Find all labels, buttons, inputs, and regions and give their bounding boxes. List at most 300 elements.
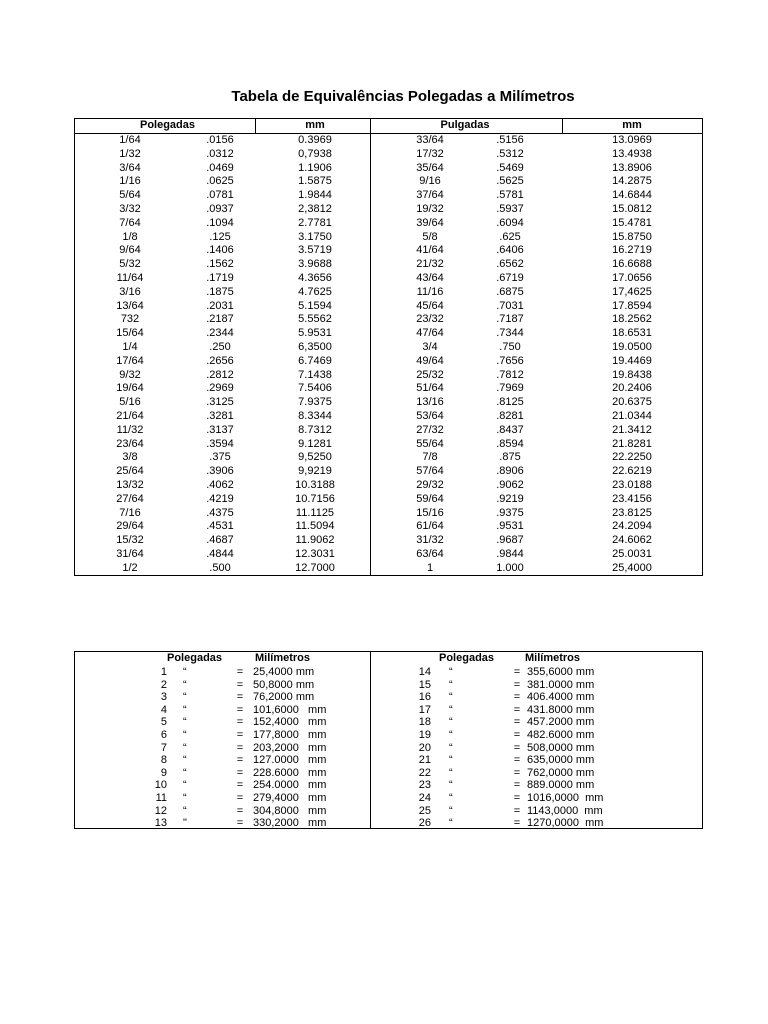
inch-mark-cell: “	[449, 703, 453, 716]
decimal-cell: .4844	[206, 548, 234, 560]
decimal-cell: .125	[209, 230, 231, 243]
inch-fraction-conversion-table	[74, 118, 703, 576]
inch-count-cell: 14	[418, 666, 431, 678]
header-polegadas: Polegadas	[139, 119, 196, 131]
millimeter-cell: 431.8000 mm	[527, 703, 595, 716]
table-row	[75, 716, 702, 729]
millimeter-cell: 457.2000 mm	[527, 716, 595, 729]
fraction-cell: 5/16	[119, 396, 141, 409]
mm-cell: 21.8281	[612, 437, 652, 450]
fraction-cell: 15/16	[416, 506, 444, 519]
fraction-cell: 61/64	[416, 520, 444, 533]
mm-cell: 5.1594	[298, 299, 332, 312]
fraction-cell: 43/64	[416, 272, 444, 284]
fraction-cell: 47/64	[416, 327, 444, 340]
mm-cell: 9,5250	[298, 451, 332, 464]
equals-cell: =	[513, 766, 521, 779]
mm-cell: 6.7469	[298, 354, 332, 367]
mm-cell: 10.7156	[295, 492, 335, 505]
fraction-cell: 25/64	[116, 465, 144, 478]
table-row	[75, 148, 702, 162]
mm-cell: 13.4938	[612, 147, 652, 160]
table-row	[75, 382, 702, 396]
inch-mark-cell: “	[183, 729, 187, 741]
inch-count-cell: 12	[154, 804, 167, 817]
table-row	[75, 369, 702, 383]
mm-cell: 9,9219	[298, 465, 332, 478]
fraction-cell: 1/4	[122, 341, 138, 353]
fraction-cell: 11/32	[116, 423, 144, 436]
inch-count-cell: 11	[155, 792, 167, 804]
millimeter-cell: 152,4000 mm	[253, 716, 327, 729]
inch-mark-cell: "	[183, 817, 187, 830]
page-title: Tabela de Equivalências Polegadas a Milímetros	[231, 88, 575, 105]
decimal-cell: .5312	[496, 147, 524, 160]
millimeter-cell: 355,6000 mm	[527, 666, 595, 678]
equals-cell: =	[236, 754, 244, 767]
decimal-cell: .1719	[206, 272, 234, 284]
table-row	[75, 217, 702, 231]
mm-cell: 24.6062	[612, 534, 652, 547]
mm-cell: 24.2094	[612, 520, 652, 533]
table-row	[75, 134, 702, 148]
mm-cell: 19.8438	[612, 368, 652, 381]
mm-cell: 0.3969	[298, 134, 332, 146]
inch-mark-cell: “	[449, 741, 453, 754]
decimal-cell: .5469	[496, 161, 524, 174]
header-divider	[562, 119, 563, 133]
mm-cell: 25,4000	[612, 561, 652, 574]
millimeter-cell: 304,8000 mm	[253, 804, 327, 817]
inch-mark-cell: “	[183, 766, 187, 779]
table-header-row	[75, 119, 702, 134]
inch-count-cell: 13	[154, 817, 167, 830]
equals-cell: =	[236, 779, 244, 792]
millimeter-cell: 508,0000 mm	[527, 741, 595, 754]
mm-cell: 20.6375	[612, 396, 652, 409]
mm-cell: 17.0656	[612, 272, 652, 284]
mm-cell: 5.9531	[298, 327, 332, 340]
decimal-cell: .8281	[496, 410, 524, 422]
mm-cell: 16.2719	[612, 244, 652, 257]
decimal-cell: .4375	[206, 506, 234, 519]
mm-cell: 8.3344	[298, 410, 332, 422]
millimeter-cell: 101,6000 mm	[253, 703, 327, 716]
fraction-cell: 63/64	[416, 548, 444, 560]
inch-count-cell: 18	[418, 716, 431, 729]
millimeter-cell: 254.0000 mm	[253, 779, 327, 792]
decimal-cell: .1562	[206, 258, 234, 271]
fraction-cell: 31/32	[416, 534, 444, 547]
mm-cell: 2,3812	[298, 203, 332, 215]
decimal-cell: .3137	[206, 423, 234, 436]
mm-cell: 1.5875	[298, 175, 332, 188]
header-pulgadas: Pulgadas	[440, 119, 490, 131]
mm-cell: 3.5719	[298, 244, 332, 257]
inch-mark-cell: “	[449, 716, 453, 729]
inch-count-cell: 8	[160, 754, 167, 767]
fraction-cell: 37/64	[416, 189, 444, 202]
equals-cell: =	[513, 716, 521, 729]
inch-mark-cell: “	[183, 754, 187, 767]
fraction-cell: 5/32	[119, 258, 141, 271]
decimal-cell: .0156	[206, 134, 234, 146]
mm-cell: 3.9688	[298, 258, 332, 271]
fraction-cell: 732	[120, 313, 140, 326]
inch-count-cell: 25	[418, 804, 431, 817]
equals-cell: =	[236, 817, 244, 830]
equals-cell: =	[513, 729, 521, 741]
fraction-cell: 23/64	[116, 437, 144, 450]
inch-mark-cell: “	[183, 691, 187, 704]
fraction-cell: 1/64	[119, 134, 141, 146]
inch-mark-cell: “	[449, 766, 453, 779]
table-row	[75, 805, 702, 818]
inch-mark-cell: “	[449, 678, 453, 691]
decimal-cell: .7187	[496, 313, 524, 326]
decimal-cell: .7344	[496, 327, 524, 340]
decimal-cell: .9375	[496, 506, 524, 519]
inch-count-cell: 21	[418, 754, 431, 767]
decimal-cell: .0469	[206, 161, 234, 174]
inch-mark-cell: “	[183, 792, 187, 804]
table-row	[75, 231, 702, 245]
mm-cell: 23.8125	[612, 506, 652, 519]
millimeter-cell: 127.0000 mm	[253, 754, 327, 767]
mm-cell: 1.9844	[298, 189, 332, 202]
mm-cell: 23.4156	[612, 492, 652, 505]
equals-cell: =	[236, 741, 244, 754]
mm-cell: 17.8594	[612, 299, 652, 312]
decimal-cell: .4687	[206, 534, 234, 547]
table-row	[75, 465, 702, 479]
decimal-cell: .9062	[496, 479, 524, 491]
equals-cell: =	[236, 691, 244, 704]
fraction-cell: 49/64	[416, 354, 444, 367]
mm-cell: 10.3188	[295, 479, 335, 491]
mm-cell: 13.8906	[612, 161, 652, 174]
mm-cell: 14.6844	[612, 189, 652, 202]
fraction-cell: 3/64	[119, 161, 141, 174]
millimeter-cell: 228.6000 mm	[253, 766, 327, 779]
table-row	[75, 396, 702, 410]
table-row	[75, 300, 702, 314]
inch-count-cell: 4	[160, 703, 167, 716]
decimal-cell: .8906	[496, 465, 524, 478]
millimeter-cell: 635,0000 mm	[527, 754, 595, 767]
table-row	[75, 313, 702, 327]
mm-cell: 22.2250	[612, 451, 652, 464]
decimal-cell: .5781	[496, 189, 524, 202]
decimal-cell: .5156	[496, 134, 524, 146]
decimal-cell: .9844	[496, 548, 524, 560]
inch-count-cell: 3	[160, 691, 167, 704]
inch-count-cell: 23	[418, 779, 431, 792]
equals-cell: =	[513, 691, 521, 704]
inch-mark-cell: “	[183, 804, 187, 817]
decimal-cell: .0625	[206, 175, 234, 188]
fraction-cell: 13/64	[116, 299, 144, 312]
fraction-cell: 3/8	[122, 451, 138, 464]
mm-cell: 25.0031	[612, 548, 652, 560]
decimal-cell: .4062	[206, 479, 234, 491]
mm-cell: 5.5562	[298, 313, 332, 326]
decimal-cell: .1094	[206, 216, 234, 229]
inch-count-cell: 22	[418, 766, 431, 779]
equals-cell: =	[236, 703, 244, 716]
fraction-cell: 51/64	[416, 382, 444, 395]
table-row	[75, 507, 702, 521]
table-row	[75, 479, 702, 493]
mm-cell: 18.6531	[612, 327, 652, 340]
inch-count-cell: 6	[160, 729, 167, 741]
fraction-cell: 5/64	[119, 189, 141, 202]
decimal-cell: 1.000	[496, 561, 524, 574]
table-row	[75, 327, 702, 341]
inch-count-cell: 26	[418, 817, 431, 830]
millimeter-cell: 406.4000 mm	[527, 691, 595, 704]
table-row	[75, 679, 702, 692]
mm-cell: 12.7000	[295, 561, 335, 574]
fraction-cell: 3/32	[119, 203, 141, 215]
inch-count-cell: 24	[418, 792, 431, 804]
decimal-cell: .6406	[496, 244, 524, 257]
table-row	[75, 562, 702, 576]
table-row	[75, 704, 702, 717]
table-row	[75, 203, 702, 217]
fraction-cell: 45/64	[416, 299, 444, 312]
mm-cell: 19.4469	[612, 354, 652, 367]
decimal-cell: .7031	[496, 299, 524, 312]
inch-count-cell: 5	[160, 716, 167, 729]
table-row	[75, 729, 702, 742]
fraction-cell: 31/64	[116, 548, 144, 560]
mm-cell: 20.2406	[612, 382, 652, 395]
decimal-cell: .2344	[206, 327, 234, 340]
table-row	[75, 355, 702, 369]
table-row	[75, 451, 702, 465]
decimal-cell: .4531	[206, 520, 234, 533]
equals-cell: =	[513, 817, 521, 830]
inch-mark-cell: “	[183, 678, 187, 691]
fraction-cell: 29/32	[416, 479, 444, 491]
table-row	[75, 691, 702, 704]
decimal-cell: .3594	[206, 437, 234, 450]
inch-mark-cell: “	[449, 792, 453, 804]
table-row	[75, 258, 702, 272]
inch-mark-cell: “	[449, 804, 453, 817]
fraction-cell: 3/4	[422, 341, 438, 353]
inch-mark-cell: “	[183, 703, 187, 716]
inch-mark-cell: “	[449, 779, 453, 792]
table-row	[75, 817, 702, 830]
fraction-cell: 15/32	[116, 534, 144, 547]
fraction-cell: 13/16	[416, 396, 444, 409]
inch-count-cell: 1	[160, 666, 167, 678]
inch-count-cell: 2	[160, 678, 167, 691]
fraction-cell: 5/8	[422, 230, 438, 243]
fraction-cell: 39/64	[416, 216, 444, 229]
equals-cell: =	[236, 716, 244, 729]
millimeter-cell: 76,2000 mm	[253, 691, 315, 704]
decimal-cell: .0312	[206, 147, 234, 160]
decimal-cell: .500	[209, 561, 231, 574]
fraction-cell: 23/32	[416, 313, 444, 326]
table-row	[75, 666, 702, 679]
inch-mark-cell: “	[449, 817, 453, 830]
fraction-cell: 11/16	[416, 285, 444, 298]
mm-cell: 21.3412	[612, 423, 652, 436]
decimal-cell: .2969	[206, 382, 234, 395]
mm-cell: 9.1281	[298, 437, 332, 450]
decimal-cell: .3906	[206, 465, 234, 478]
mm-cell: 14.2875	[612, 175, 652, 188]
table-row	[75, 189, 702, 203]
mm-cell: 18.2562	[612, 313, 652, 326]
inch-count-cell: 16	[418, 691, 431, 704]
fraction-cell: 55/64	[416, 437, 444, 450]
table-row	[75, 162, 702, 176]
table-row	[75, 272, 702, 286]
equals-cell: =	[236, 766, 244, 779]
mm-cell: 15.4781	[612, 216, 652, 229]
mm-cell: 21.0344	[612, 410, 652, 422]
inch-mark-cell: “	[183, 716, 187, 729]
inch-mark-cell: “	[449, 729, 453, 741]
mm-cell: 7.1438	[298, 368, 332, 381]
decimal-cell: .7656	[496, 354, 524, 367]
inch-count-cell: 20	[418, 741, 431, 754]
decimal-cell: .5937	[496, 203, 524, 215]
inch-count-cell: 19	[418, 729, 431, 741]
millimeter-cell: 177,8000 mm	[253, 729, 327, 741]
millimeter-cell: 889.0000 mm	[527, 779, 595, 792]
fraction-cell: 21/64	[116, 410, 144, 422]
millimeter-cell: 1143,0000 mm	[527, 804, 603, 817]
decimal-cell: .2656	[206, 354, 234, 367]
decimal-cell: .4219	[206, 492, 234, 505]
fraction-cell: 59/64	[416, 492, 444, 505]
decimal-cell: .3281	[206, 410, 234, 422]
header-polegadas-left: Polegadas	[167, 652, 223, 664]
table-row	[75, 534, 702, 548]
mm-cell: 6,3500	[298, 341, 332, 353]
mm-cell: 19.0500	[612, 341, 652, 353]
table-row	[75, 767, 702, 780]
fraction-cell: 27/64	[116, 492, 144, 505]
decimal-cell: .7969	[496, 382, 524, 395]
decimal-cell: .8594	[496, 437, 524, 450]
equals-cell: =	[513, 792, 521, 804]
mm-cell: 15.8750	[612, 230, 652, 243]
millimeter-cell: 50,8000 mm	[253, 678, 315, 691]
decimal-cell: .9531	[496, 520, 524, 533]
table-row	[75, 341, 702, 355]
decimal-cell: .1406	[206, 244, 234, 257]
millimeter-cell: 381.0000 mm	[527, 678, 595, 691]
mm-cell: 7.9375	[298, 396, 332, 409]
fraction-cell: 1	[426, 561, 434, 574]
fraction-cell: 9/32	[119, 368, 141, 381]
mm-cell: 4.7625	[298, 285, 332, 298]
table-row	[75, 493, 702, 507]
table-row	[75, 424, 702, 438]
equals-cell: =	[513, 703, 521, 716]
inch-count-cell: 17	[418, 703, 431, 716]
decimal-cell: .5625	[496, 175, 524, 188]
equals-cell: =	[236, 792, 244, 804]
fraction-cell: 25/32	[416, 368, 444, 381]
mm-cell: 0,7938	[298, 147, 332, 160]
fraction-cell: 9/16	[419, 175, 441, 188]
millimeter-cell: 1270,0000 mm	[527, 817, 604, 830]
table-row	[75, 779, 702, 792]
mm-cell: 11.1125	[295, 506, 335, 519]
decimal-cell: .6562	[496, 258, 524, 271]
fraction-cell: 41/64	[416, 244, 444, 257]
decimal-cell: .6719	[496, 272, 524, 284]
decimal-cell: .2031	[206, 299, 234, 312]
fraction-cell: 27/32	[416, 423, 444, 436]
mm-cell: 11.9062	[295, 534, 335, 547]
fraction-cell: 17/32	[416, 147, 444, 160]
inch-mark-cell: “	[183, 666, 187, 678]
millimeter-cell: 279,4000 mm	[253, 792, 327, 804]
decimal-cell: .1875	[206, 285, 234, 298]
fraction-cell: 57/64	[416, 465, 444, 478]
inch-mark-cell: “	[183, 779, 187, 792]
decimal-cell: .625	[499, 230, 521, 243]
mm-cell: 11.5094	[295, 520, 335, 533]
mm-cell: 7.5406	[298, 382, 332, 395]
decimal-cell: .9219	[496, 492, 524, 505]
table-row	[75, 410, 702, 424]
table-row	[75, 548, 702, 562]
fraction-cell: 33/64	[416, 134, 444, 146]
mm-cell: 2.7781	[298, 216, 332, 229]
decimal-cell: .9687	[496, 534, 524, 547]
fraction-cell: 7/8	[422, 451, 438, 464]
fraction-cell: 1/8	[122, 230, 138, 243]
fraction-cell: 19/64	[116, 382, 144, 395]
decimal-cell: .2187	[206, 313, 234, 326]
decimal-cell: .750	[499, 341, 521, 353]
decimal-cell: .7812	[496, 368, 524, 381]
millimeter-cell: 25,4000 mm	[253, 666, 315, 678]
inch-count-cell: 7	[160, 741, 167, 754]
millimeter-cell: 482.6000 mm	[527, 729, 595, 741]
millimeter-cell: 203,2000 mm	[253, 741, 327, 754]
decimal-cell: .6875	[496, 285, 524, 298]
millimeter-cell: 1016,0000 mm	[527, 792, 604, 804]
decimal-cell: .3125	[206, 396, 234, 409]
header-mm-right: mm	[622, 119, 642, 131]
table-row	[75, 742, 702, 755]
fraction-cell: 19/32	[416, 203, 444, 215]
header-mm-left: mm	[305, 119, 325, 131]
mm-cell: 13.0969	[612, 134, 652, 146]
decimal-cell: .0781	[206, 189, 234, 202]
header-milimetros-right: Milímetros	[525, 652, 581, 664]
fraction-cell: 29/64	[116, 520, 144, 533]
decimal-cell: .0937	[206, 203, 234, 215]
inch-count-cell: 15	[418, 678, 431, 691]
decimal-cell: .375	[209, 451, 231, 464]
table-row	[75, 244, 702, 258]
table-row	[75, 520, 702, 534]
inch-mark-cell: “	[183, 741, 187, 754]
decimal-cell: .6094	[496, 216, 524, 229]
